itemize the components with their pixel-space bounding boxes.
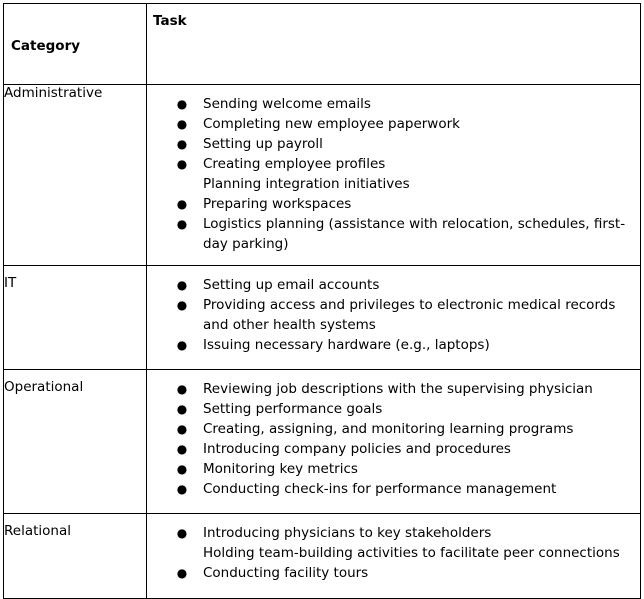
bullet-icon: ●	[176, 402, 188, 416]
bullet-icon: ●	[176, 157, 188, 171]
bullet-icon: ●	[176, 566, 188, 580]
task-text: Completing new employee paperwork	[203, 116, 460, 132]
bullet-icon: ●	[176, 482, 188, 496]
list-item	[147, 114, 640, 134]
bullet-icon: ●	[176, 298, 188, 312]
bullet-icon: ●	[176, 217, 188, 231]
list-item	[147, 275, 640, 295]
list-item	[147, 194, 640, 214]
category-cell: IT	[4, 266, 147, 370]
list-item	[147, 479, 640, 499]
bullet-icon: ●	[176, 278, 188, 292]
bullet-icon: ●	[176, 137, 188, 151]
header-category: Category	[4, 4, 147, 85]
task-cell	[147, 85, 641, 266]
list-item	[147, 335, 640, 355]
task-text: Creating, assigning, and monitoring learning programs	[203, 421, 574, 437]
table-row	[4, 266, 641, 370]
list-item	[147, 174, 640, 194]
list-item	[147, 419, 640, 439]
task-text: Introducing company policies and procedures	[203, 441, 511, 457]
bullet-icon: ●	[176, 442, 188, 456]
list-item	[147, 439, 640, 459]
list-item	[147, 459, 640, 479]
list-item	[147, 523, 640, 543]
header-task: Task	[147, 4, 641, 85]
task-text: Planning integration initiatives	[203, 176, 410, 192]
category-cell: Relational	[4, 514, 147, 599]
header-row	[4, 4, 641, 85]
task-table	[3, 3, 641, 599]
bullet-icon: ●	[176, 462, 188, 476]
list-item	[147, 543, 640, 563]
category-cell: Administrative	[4, 85, 147, 266]
list-item	[147, 214, 640, 254]
task-text: Conducting check-ins for performance management	[203, 481, 557, 497]
list-item	[147, 563, 640, 583]
task-text: Conducting facility tours	[203, 565, 369, 581]
task-text: Issuing necessary hardware (e.g., laptops)	[203, 337, 490, 353]
task-text: Reviewing job descriptions with the supervising physician	[203, 381, 593, 397]
task-text: Setting performance goals	[203, 401, 383, 417]
task-text: Introducing physicians to key stakeholders	[203, 525, 492, 541]
bullet-icon: ●	[176, 422, 188, 436]
task-text: Monitoring key metrics	[203, 461, 358, 477]
task-list	[147, 275, 640, 355]
bullet-icon: ●	[176, 382, 188, 396]
task-list	[147, 523, 640, 583]
task-text: Setting up email accounts	[203, 277, 380, 293]
category-cell: Operational	[4, 370, 147, 514]
task-list	[147, 379, 640, 499]
task-cell	[147, 266, 641, 370]
bullet-icon: ●	[176, 526, 188, 540]
task-text: Holding team-building activities to facilitate peer connections	[203, 545, 620, 561]
table-row	[4, 370, 641, 514]
task-text: Setting up payroll	[203, 136, 323, 152]
list-item	[147, 134, 640, 154]
task-cell	[147, 370, 641, 514]
list-item	[147, 295, 640, 335]
task-text: Preparing workspaces	[203, 196, 352, 212]
task-list	[147, 94, 640, 254]
task-cell	[147, 514, 641, 599]
table-row	[4, 514, 641, 599]
list-item	[147, 399, 640, 419]
bullet-icon: ●	[176, 338, 188, 352]
task-text: Sending welcome emails	[203, 96, 371, 112]
list-item	[147, 94, 640, 114]
list-item	[147, 379, 640, 399]
bullet-icon: ●	[176, 117, 188, 131]
table-row	[4, 85, 641, 266]
bullet-icon: ●	[176, 197, 188, 211]
task-text: Logistics planning (assistance with relocation, schedules, first-day parking)	[203, 216, 626, 252]
task-text: Providing access and privileges to electronic medical records and other health systems	[203, 297, 616, 333]
task-text: Creating employee profiles	[203, 156, 386, 172]
list-item	[147, 154, 640, 174]
bullet-icon: ●	[176, 97, 188, 111]
